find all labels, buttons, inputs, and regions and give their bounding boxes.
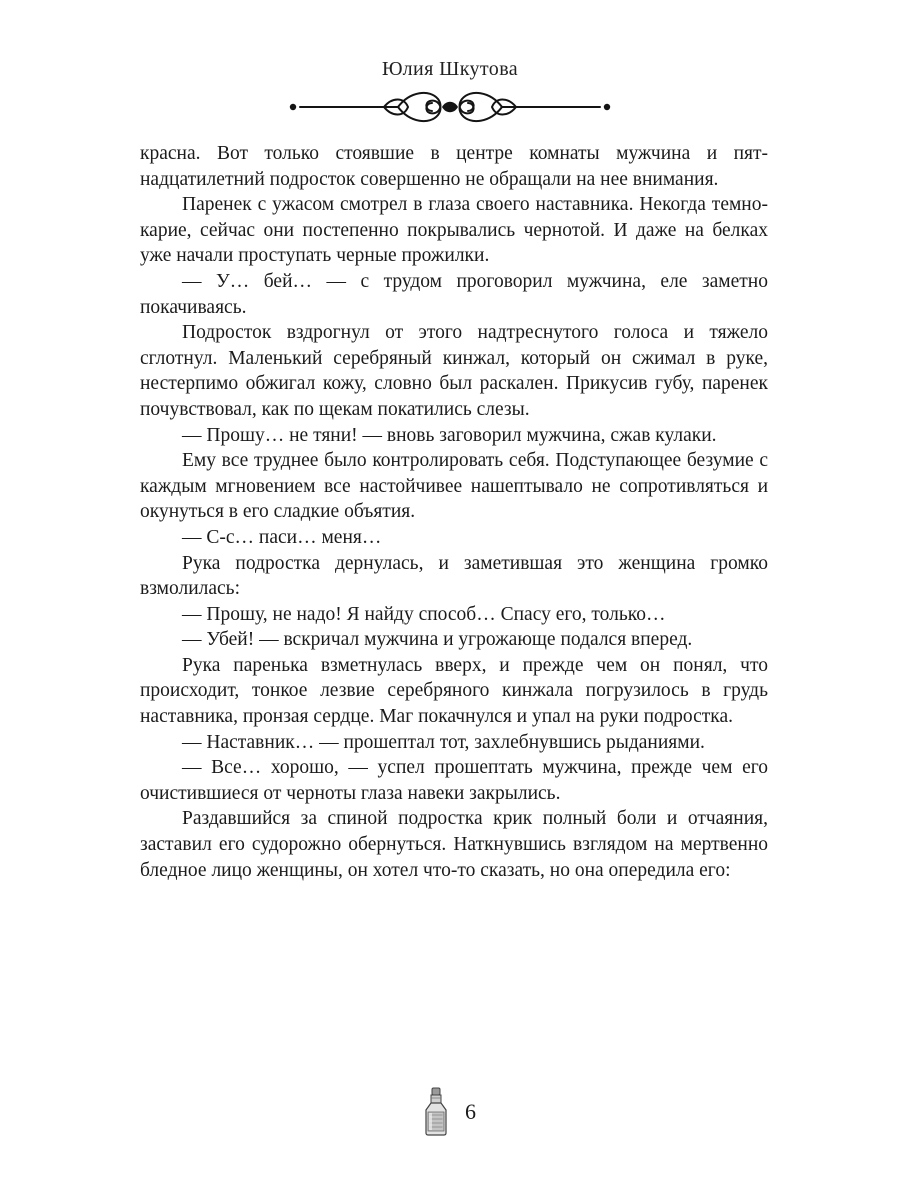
narrative-paragraph: Ему все труднее было контролировать себя. Подступающее безумие с каждым мгновением все настойчивее нашептывало не сопротивляться и окунуться в его сладкие объятия.: [140, 450, 768, 523]
narrative-paragraph: Паренек с ужасом смотрел в глаза своего наставника. Некогда темно-карие, сейчас они постепенно покрывались чернотой. И даже на белках уже начали проступать черные прожилки.: [140, 194, 768, 267]
author-running-head: Юлия Шкутова: [381, 58, 519, 80]
body-text-block: [140, 141, 768, 883]
ornament-divider: [0, 85, 900, 129]
narrative-paragraph: Рука подростка дернулась, и заметившая это женщина громко взмолилась:: [140, 552, 768, 600]
narrative-paragraph: красна. Вот только стоявшие в центре комнаты мужчина и пятнадцатилетний подросток совершенно не обращали на нее внимания.: [140, 143, 768, 190]
potion-bottle-icon: [421, 1086, 451, 1138]
dialogue-paragraph: — Прошу… не тяни! — вновь заговорил мужчина, сжав кулаки.: [182, 424, 717, 446]
dialogue-paragraph: — С-с… паси… меня…: [182, 526, 382, 548]
page-number: 6: [465, 1099, 476, 1124]
flourish-divider-icon: [280, 85, 620, 129]
page-footer: [0, 1086, 900, 1138]
dialogue-paragraph: — Наставник… — прошептал тот, захлебнувшись рыданиями.: [182, 731, 705, 753]
narrative-paragraph: Подросток вздрогнул от этого надтреснутого голоса и тяжело сглотнул. Маленький серебряный кинжал, который он сжимал в руке, нестерпимо обжигал кожу, словно был раскален. Прикусив губу, паренек почувствовал, как по щекам покатились слезы.: [140, 322, 768, 420]
dialogue-paragraph: — У… бей… — с трудом проговорил мужчина, еле заметно покачиваясь.: [140, 270, 768, 318]
narrative-paragraph: Рука паренька взметнулась вверх, и прежде чем он понял, что происходит, тонкое лезвие серебряного кинжала погрузилось в грудь наставника, пронзая сердце. Маг покачнулся и упал на руки подростка.: [140, 654, 768, 728]
dialogue-paragraph: — Убей! — вскричал мужчина и угрожающе подался вперед.: [182, 629, 693, 651]
narrative-paragraph: Раздавшийся за спиной подростка крик полный боли и отчаяния, заставил его судорожно обернуться. Наткнувшись взглядом на мертвенно бледное лицо женщины, он хотел что-то сказать, но она опередила его:: [140, 808, 768, 881]
dialogue-paragraph: — Прошу, не надо! Я найду способ… Спасу его, только…: [182, 603, 666, 625]
dialogue-paragraph: — Все… хорошо, — успел прошептать мужчина, прежде чем его очистившиеся от черноты глаза навеки закрылись.: [140, 757, 768, 804]
